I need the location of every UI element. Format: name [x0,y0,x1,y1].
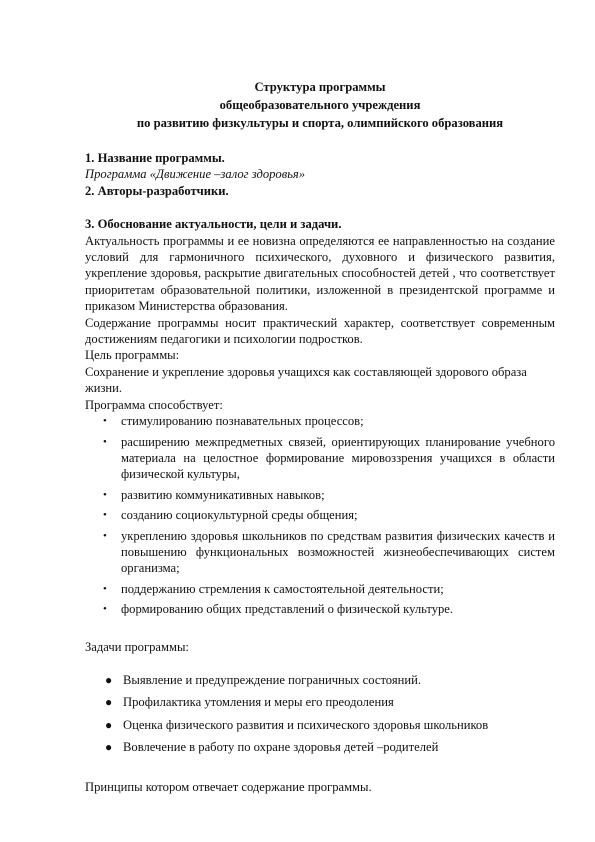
section-1-heading: 1. Название программы. [85,151,225,165]
list-item [103,507,555,523]
list-item-text: расширению межпредметных связей, ориентирующих планирование учебного материала на целостное формирование мировоззрения учащихся в области физической культуры, [121,434,555,482]
section-3-heading: 3. Обоснование актуальности, цели и задачи. [85,217,342,232]
bullet-icon: ● [105,672,113,687]
relevance-paragraph: Актуальность программы и ее новизна определяются ее направленностью на создание условий для гармоничного психического, духовного и физического развития, укрепление здоровья, раскрытие двигательных способностей детей , что соответствует приоритетам образовательной политики, изложенной в президентской программе и приказом Министерства образования. [85,233,555,314]
goal-text: Сохранение и укрепление здоровья учащихся как составляющей здорового образа жизни. [85,364,527,396]
bullet-icon: • [103,603,107,616]
section-2-heading: 2. Авторы-разработчики. [85,183,229,198]
bullet-icon: • [103,529,107,542]
promotes-label: Программа способствует: [85,397,223,412]
list-item [103,581,555,597]
title-line-1: Структура программы [254,80,386,94]
bullet-icon: • [103,582,107,595]
list-item [103,601,555,617]
list-item-text: Вовлечение в работу по охране здоровья детей –родителей [123,740,439,755]
promotes-list [85,413,555,617]
list-item [105,739,555,755]
title-line-3: по развитию физкультуры и спорта, олимпийского образования [136,116,504,130]
list-item-text: формированию общих представлений о физической культуре. [121,602,454,617]
program-name: Программа «Движение –залог здоровья» [85,167,306,182]
list-item [103,434,555,483]
title-line-2: общеобразовательного учреждения [219,98,421,112]
list-item-text: укреплению здоровья школьников по средствам развития физических качеств и повышению функциональных возможностей жизнеобеспечивающих систем организма; [121,528,555,576]
goal-label: Цель программы: [85,348,180,363]
list-item [103,528,555,577]
list-item-text: Профилактика утомления и меры его преодоления [123,695,394,710]
list-item-text: стимулированию познавательных процессов; [121,414,364,429]
bullet-icon: • [103,415,107,428]
document-title [80,78,560,132]
tasks-label: Задачи программы: [85,639,189,654]
list-item-text: развитию коммуникативных навыков; [121,487,325,502]
tasks-list [85,672,555,756]
document-body [85,150,555,795]
bullet-icon: ● [105,695,113,710]
principles-label: Принципы котором отвечает содержание программы. [85,779,372,794]
bullet-icon: ● [105,717,113,732]
bullet-icon: • [103,509,107,522]
list-item-text: Выявление и предупреждение пограничных состояний. [123,672,422,687]
bullet-icon: • [103,435,107,448]
list-item [105,694,555,710]
content-note-paragraph: Содержание программы носит практический характер, соответствует современным достижениям педагогики и психологии подростков. [85,315,555,347]
list-item-text: созданию социокультурной среды общения; [121,508,358,523]
bullet-icon: • [103,488,107,501]
list-item [105,672,555,688]
list-item-text: Оценка физического развития и психического здоровья школьников [123,717,489,732]
list-item [103,413,555,429]
bullet-icon: ● [105,740,113,755]
list-item-text: поддержанию стремления к самостоятельной деятельности; [121,581,444,596]
list-item [105,717,555,733]
list-item [103,487,555,503]
